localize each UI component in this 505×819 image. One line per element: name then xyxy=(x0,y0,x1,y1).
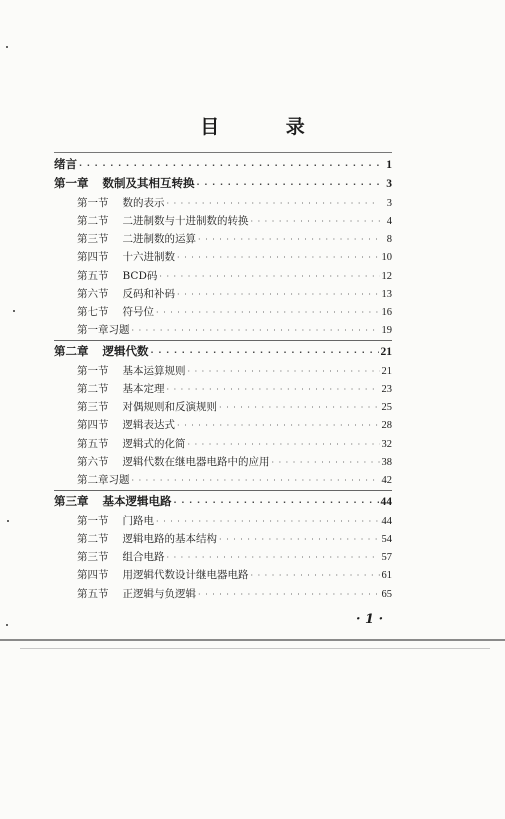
page-number: 61 xyxy=(381,570,392,582)
toc-section[interactable] xyxy=(54,230,392,248)
chapter-title: 逻辑代数 xyxy=(102,344,149,359)
dot-leader xyxy=(198,586,380,604)
section-title: 门路电 xyxy=(122,514,154,527)
dot-leader xyxy=(198,231,380,249)
section-number: 第一节 xyxy=(77,514,109,527)
toc-exercise[interactable] xyxy=(54,471,392,489)
toc-section[interactable] xyxy=(54,285,392,303)
section-title: 逻辑电路的基本结构 xyxy=(122,532,217,545)
dot-leader xyxy=(219,531,380,549)
page-number: 65 xyxy=(381,588,392,600)
scan-speck xyxy=(6,46,8,48)
dot-leader xyxy=(251,213,381,231)
section-title: 十六进制数 xyxy=(122,251,175,264)
section-number: 第三节 xyxy=(77,401,109,414)
toc-section[interactable] xyxy=(54,212,392,230)
page-folio: · 1 · xyxy=(356,612,384,627)
section-title: 逻辑表达式 xyxy=(122,419,175,432)
page-number: 4 xyxy=(386,215,392,227)
dot-leader xyxy=(272,454,380,472)
section-number: 第一节 xyxy=(77,364,109,377)
dot-leader xyxy=(132,322,380,340)
toc-section[interactable] xyxy=(54,398,392,416)
chapter-divider xyxy=(54,340,392,341)
page-number: 57 xyxy=(381,552,392,564)
toc-section[interactable] xyxy=(54,512,392,530)
toc-section[interactable] xyxy=(54,416,392,434)
section-number: 第七节 xyxy=(77,305,109,318)
dot-leader xyxy=(219,399,380,417)
toc-section[interactable] xyxy=(54,453,392,471)
section-number: 第三节 xyxy=(77,551,109,564)
toc-entry-intro[interactable] xyxy=(54,155,392,173)
page-number: 23 xyxy=(381,384,392,396)
section-title: 基本运算规则 xyxy=(122,364,186,377)
scan-speck xyxy=(7,520,9,522)
page-number: 10 xyxy=(381,252,392,264)
toc-section[interactable] xyxy=(54,530,392,548)
dot-leader xyxy=(167,195,381,213)
chapter-title: 基本逻辑电路 xyxy=(102,494,172,509)
dot-leader xyxy=(177,249,380,267)
dot-leader xyxy=(167,549,380,567)
toc-section[interactable] xyxy=(54,566,392,584)
chapter-number: 第二章 xyxy=(54,344,89,359)
page-number: 25 xyxy=(381,402,392,414)
dot-leader xyxy=(151,343,379,363)
section-number: 第四节 xyxy=(77,419,109,432)
exercise-title: 第一章习题 xyxy=(77,324,130,337)
dot-leader xyxy=(167,381,380,399)
page-number: 44 xyxy=(380,496,392,509)
section-title: 反码和补码 xyxy=(122,287,175,300)
section-title: 逻辑式的化简 xyxy=(122,437,186,450)
section-number: 第六节 xyxy=(77,455,109,468)
dot-leader xyxy=(188,436,380,454)
toc-section[interactable] xyxy=(54,548,392,566)
toc-section[interactable] xyxy=(54,248,392,266)
page-number: 3 xyxy=(386,178,392,191)
toc-section[interactable] xyxy=(54,303,392,321)
page-number: 54 xyxy=(381,533,392,545)
toc-section[interactable] xyxy=(54,362,392,380)
page-number: 21 xyxy=(381,365,392,377)
dot-leader xyxy=(174,493,379,513)
page-number: 28 xyxy=(381,420,392,432)
page-number: 19 xyxy=(381,325,392,337)
dot-leader xyxy=(177,417,380,435)
dot-leader xyxy=(132,472,380,490)
section-number: 第二节 xyxy=(77,214,109,227)
section-title: 符号位 xyxy=(122,305,154,318)
section-number: 第五节 xyxy=(77,587,109,600)
page-number: 13 xyxy=(381,288,392,300)
toc-section[interactable] xyxy=(54,267,392,285)
page-number: 32 xyxy=(381,438,392,450)
dot-leader xyxy=(156,513,380,531)
footer-rule xyxy=(0,639,505,641)
section-title: 正逻辑与负逻辑 xyxy=(122,587,196,600)
toc-chapter-3[interactable] xyxy=(54,492,392,512)
section-number: 第二节 xyxy=(77,532,109,545)
section-title: 对偶规则和反演规则 xyxy=(122,401,217,414)
page-number: 38 xyxy=(381,456,392,468)
page-number: 16 xyxy=(381,306,392,318)
section-title: 组合电路 xyxy=(122,551,165,564)
toc-chapter-2[interactable] xyxy=(54,342,392,362)
section-title: 用逻辑代数设计继电器电路 xyxy=(122,569,249,582)
page-number: 21 xyxy=(380,346,392,359)
dot-leader xyxy=(156,304,380,322)
section-title: 逻辑代数在继电器电路中的应用 xyxy=(122,455,270,468)
table-of-contents xyxy=(54,155,392,603)
toc-section[interactable] xyxy=(54,194,392,212)
toc-section[interactable] xyxy=(54,585,392,603)
section-title: BCD码 xyxy=(122,269,158,282)
top-rule xyxy=(54,152,392,153)
chapter-divider xyxy=(54,490,392,491)
dot-leader xyxy=(188,363,380,381)
dot-leader xyxy=(159,268,379,286)
page-number: 42 xyxy=(381,475,392,486)
scan-speck xyxy=(6,624,8,626)
section-number: 第四节 xyxy=(77,251,109,264)
toc-section[interactable] xyxy=(54,380,392,398)
exercise-title: 第二章习题 xyxy=(77,474,130,486)
section-title: 数的表示 xyxy=(122,196,165,209)
toc-exercise[interactable] xyxy=(54,321,392,339)
chapter-title: 数制及其相互转换 xyxy=(102,176,195,191)
dot-leader xyxy=(251,567,380,585)
section-number: 第五节 xyxy=(77,269,109,282)
page-number: 44 xyxy=(381,515,392,527)
chapter-number: 第三章 xyxy=(54,494,89,509)
page-number: 1 xyxy=(386,159,392,171)
section-number: 第三节 xyxy=(77,233,109,246)
dot-leader xyxy=(197,175,381,195)
page-number: 8 xyxy=(386,234,392,246)
section-number: 第六节 xyxy=(77,287,109,300)
scan-speck xyxy=(13,310,15,312)
footer-rule-faint xyxy=(20,648,490,649)
section-number: 第五节 xyxy=(77,437,109,450)
section-title: 二进制数的运算 xyxy=(122,233,196,246)
section-number: 第四节 xyxy=(77,569,109,582)
section-number: 第二节 xyxy=(77,383,109,396)
page-number: 3 xyxy=(386,197,392,209)
chapter-number: 第一章 xyxy=(54,176,89,191)
section-number: 第一节 xyxy=(77,196,109,209)
dot-leader xyxy=(79,157,380,175)
toc-chapter-1[interactable] xyxy=(54,174,392,194)
entry-title: 绪言 xyxy=(54,157,77,171)
page-title: 目 录 xyxy=(200,116,335,138)
page-number: 12 xyxy=(381,270,392,282)
section-title: 二进制数与十进制数的转换 xyxy=(122,214,249,227)
toc-section[interactable] xyxy=(54,435,392,453)
section-title: 基本定理 xyxy=(122,383,165,396)
dot-leader xyxy=(177,286,380,304)
